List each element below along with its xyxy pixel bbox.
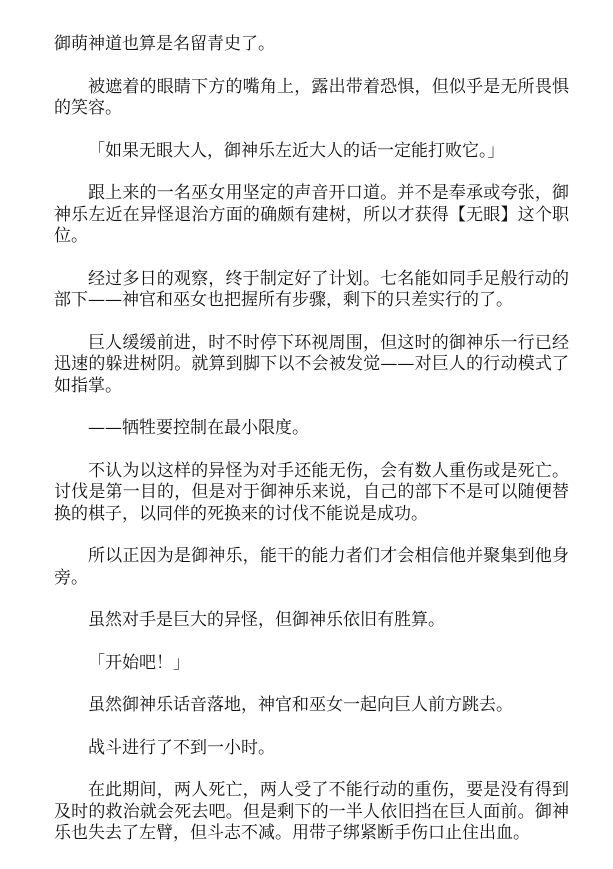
paragraph-7: ——牺牲要控制在最小限度。 <box>88 418 309 438</box>
paragraph-3: 「如果无眼大人，御神乐左近大人的话一定能打败它。」 <box>88 140 505 161</box>
paragraph-2: 被遮着的眼睛下方的嘴角上，露出带着恐惧，但似乎是无所畏惧的笑容。 <box>54 76 569 118</box>
paragraph-11: 「开始吧！」 <box>88 652 190 673</box>
paragraph-4: 跟上来的一名巫女用坚定的声音开口道。并不是奉承或夸张，御神乐左近在异怪退治方面的确颇有建树，所以才获得【无眼】这个职位。 <box>54 183 569 246</box>
paragraph-8: 不认为以这样的异怪为对手还能无伤，会有数人重伤或是死亡。讨伐是第一目的，但是对于御神乐来说，自己的部下不是可以随便替换的棋子，以同伴的死换来的讨伐不能说是成功。 <box>54 460 569 524</box>
paragraph-5: 经过多日的观察，终于制定好了计划。七名能如同手足般行动的部下——神官和巫女也把握所有步骤，剩下的只差实行的了。 <box>54 268 569 310</box>
document-page <box>54 34 569 866</box>
paragraph-12: 虽然御神乐话音落地，神官和巫女一起向巨人前方跳去。 <box>88 695 513 715</box>
paragraph-14: 在此期间，两人死亡，两人受了不能行动的重伤，要是没有得到及时的救治就会死去吧。但是剩下的一半人依旧挡在巨人面前。御神乐也失去了左臂，但斗志不减。用带子绑紧断手伤口止住出血。 <box>54 780 569 843</box>
paragraph-1: 御萌神道也算是名留青史了。 <box>54 34 275 54</box>
paragraph-6: 巨人缓缓前进，时不时停下环视周围，但这时的御神乐一行已经迅速的躲进树阴。就算到脚下以不会被发觉——对巨人的行动模式了如指掌。 <box>54 332 569 396</box>
paragraph-10: 虽然对手是巨大的异怪，但御神乐依旧有胜算。 <box>88 610 445 630</box>
paragraph-9: 所以正因为是御神乐，能干的能力者们才会相信他并聚集到他身旁。 <box>54 546 569 588</box>
paragraph-13: 战斗进行了不到一小时。 <box>88 737 275 758</box>
